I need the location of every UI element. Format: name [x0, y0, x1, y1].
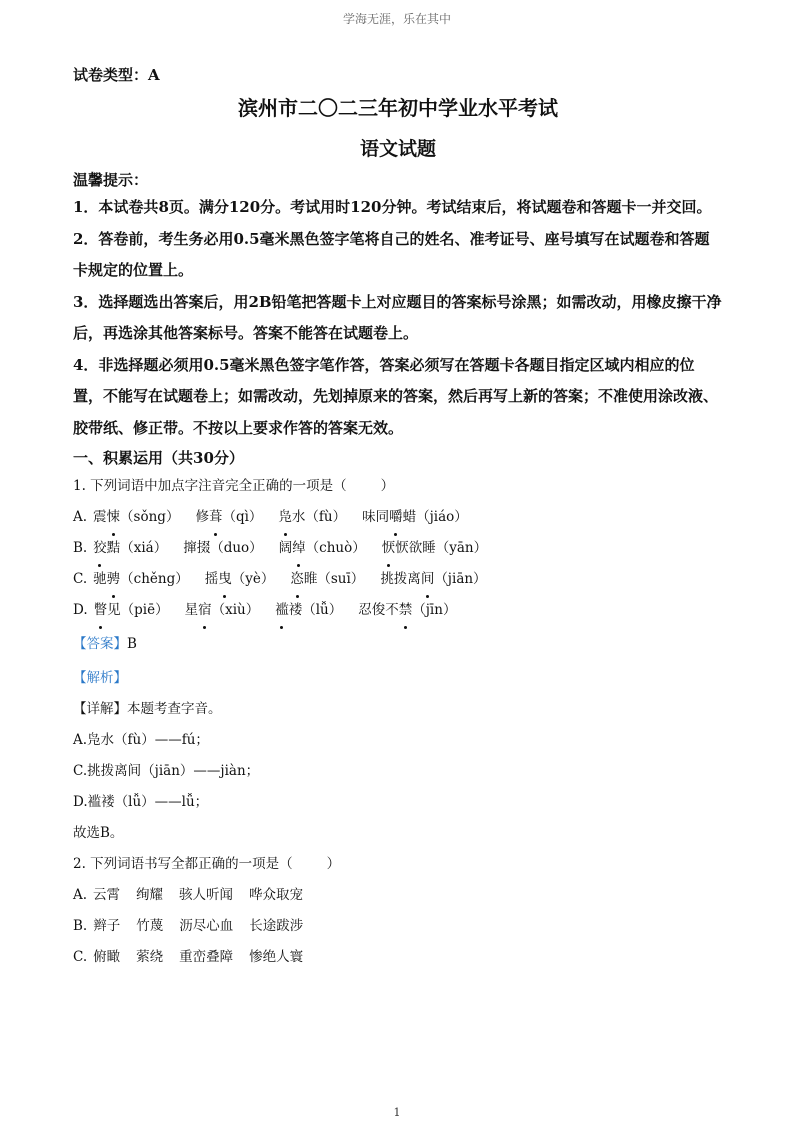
- option-c: [73, 564, 723, 595]
- exam-type: 试卷类型：A: [73, 66, 160, 84]
- fix-line: D.褴褛（lǚ）——lǚ；: [73, 794, 209, 810]
- option-word: 凫水（fù）: [278, 509, 346, 525]
- exam-title: 滨州市二〇二三年初中学业水平考试: [238, 96, 558, 120]
- question-stem-text: 2. 下列词语书写全都正确的一项是（: [73, 856, 293, 872]
- dotted-char: 嚼: [389, 502, 403, 533]
- option-letter: D.: [73, 602, 88, 618]
- option-word: 俯瞰: [93, 949, 121, 965]
- option-word: 重峦叠障: [179, 949, 234, 965]
- dotted-char: 葺: [209, 502, 223, 533]
- option-letter: B.: [73, 540, 88, 556]
- option-c: [73, 942, 723, 973]
- dotted-char: 骋: [107, 564, 121, 595]
- notice-title: 温馨提示：: [73, 171, 149, 189]
- notice-item: 3．选择题选出答案后，用2B铅笔把答题卡上对应题目的答案标号涂黑；如需改动，用橡皮擦干净后，再选涂其他答案标号。答案不能答在试题卷上。: [73, 292, 722, 342]
- option-word: 绚耀: [136, 887, 164, 903]
- option-b: [73, 533, 723, 564]
- conclusion: 故选B。: [73, 825, 124, 841]
- option-a: [73, 502, 723, 533]
- section-heading: 一、积累运用（共30分）: [73, 449, 244, 467]
- dotted-char: 恹: [382, 533, 396, 564]
- notice-item: 4．非选择题必须用0.5毫米黑色签字笔作答，答案必须写在答题卡各题目指定区域内相应的位置，不能写在试题卷上；如需改动，先划掉原来的答案，然后再写上新的答案；不准使用涂改液、胶带纸、修正带。不按以上要求作答的答案无效。: [73, 355, 719, 437]
- dotted-char: 悚: [107, 502, 121, 533]
- option-word: 忍俊不禁（jīn）: [358, 602, 456, 618]
- detail-text: 【详解】本题考查字音。: [73, 701, 222, 717]
- dotted-char: 褴: [275, 595, 289, 626]
- option-word: 恣睢（suī）: [290, 571, 364, 587]
- option-word: 味同嚼蜡（jiáo）: [362, 509, 468, 525]
- dotted-char: 禁: [399, 595, 413, 626]
- option-word: 辫子: [93, 918, 121, 934]
- option-word: 长途跋涉: [249, 918, 304, 934]
- question-stem-end: ）: [380, 478, 395, 494]
- fix-line: A.凫水（fù）——fú；: [73, 732, 209, 748]
- fix-line: C.挑拨离间（jiān）——jiàn；: [73, 763, 260, 779]
- question-1-stem: [73, 471, 723, 502]
- option-letter: A.: [73, 509, 88, 525]
- option-word: 驰骋（chěng）: [93, 571, 189, 587]
- analysis-label: 【解析】: [73, 670, 127, 686]
- option-word: 萦绕: [136, 949, 164, 965]
- answer-line: [73, 629, 723, 660]
- option-word: 褴褛（lǚ）: [275, 602, 342, 618]
- option-word: 恹恹欲睡（yān）: [382, 540, 487, 556]
- option-word: 竹蔑: [136, 918, 164, 934]
- option-word: 震悚（sǒng）: [93, 509, 179, 525]
- option-a: [73, 880, 723, 911]
- dotted-char: 绰: [292, 533, 306, 564]
- exam-subtitle: 语文试题: [359, 138, 436, 160]
- option-word: 哗众取宠: [249, 887, 304, 903]
- notice-item: 2．答卷前，考生务必用0.5毫米黑色签字笔将自己的姓名、准考证号、座号填写在试题卷和答题卡规定的位置上。: [73, 229, 710, 279]
- option-word: 狡黠（xiá）: [93, 540, 167, 556]
- answer-label: 【答案】: [73, 636, 127, 652]
- option-word: 星宿（xiù）: [185, 602, 260, 618]
- question-stem-text: 1. 下列词语中加点字注音完全正确的一项是（: [73, 478, 347, 494]
- option-letter: C.: [73, 571, 88, 587]
- dotted-char: 狡: [93, 533, 107, 564]
- question-2-stem: [73, 849, 723, 880]
- option-word: 瞥见（piē）: [94, 602, 169, 618]
- option-letter: C.: [73, 949, 88, 965]
- option-word: 摇曳（yè）: [205, 571, 275, 587]
- option-word: 修葺（qì）: [195, 509, 262, 525]
- page-number: 1: [393, 1106, 401, 1119]
- option-letter: B.: [73, 918, 88, 934]
- question-stem-end: ）: [326, 856, 341, 872]
- option-word: 撺掇（duo）: [183, 540, 263, 556]
- option-word: 阔绰（chuò）: [279, 540, 366, 556]
- answer-value: B: [127, 636, 137, 652]
- dotted-char: 凫: [278, 502, 292, 533]
- notice-item: 1．本试卷共8页。满分120分。考试用时120分钟。考试结束后，将试题卷和答题卡一并交回。: [73, 198, 712, 216]
- dotted-char: 曳: [218, 564, 232, 595]
- dotted-char: 宿: [198, 595, 212, 626]
- option-word: 沥尽心血: [179, 918, 234, 934]
- dotted-char: 瞥: [94, 595, 108, 626]
- option-word: 骇人听闻: [179, 887, 234, 903]
- exam-page-content: [73, 63, 723, 973]
- option-word: 惨绝人寰: [249, 949, 304, 965]
- dotted-char: 恣: [290, 564, 304, 595]
- option-b: [73, 911, 723, 942]
- option-word: 云霄: [93, 887, 121, 903]
- page-header: 学海无涯，乐在其中: [342, 12, 451, 26]
- option-d: [73, 595, 723, 626]
- dotted-char: 间: [421, 564, 435, 595]
- option-letter: A.: [73, 887, 88, 903]
- option-word: 挑拨离间（jiān）: [380, 571, 486, 587]
